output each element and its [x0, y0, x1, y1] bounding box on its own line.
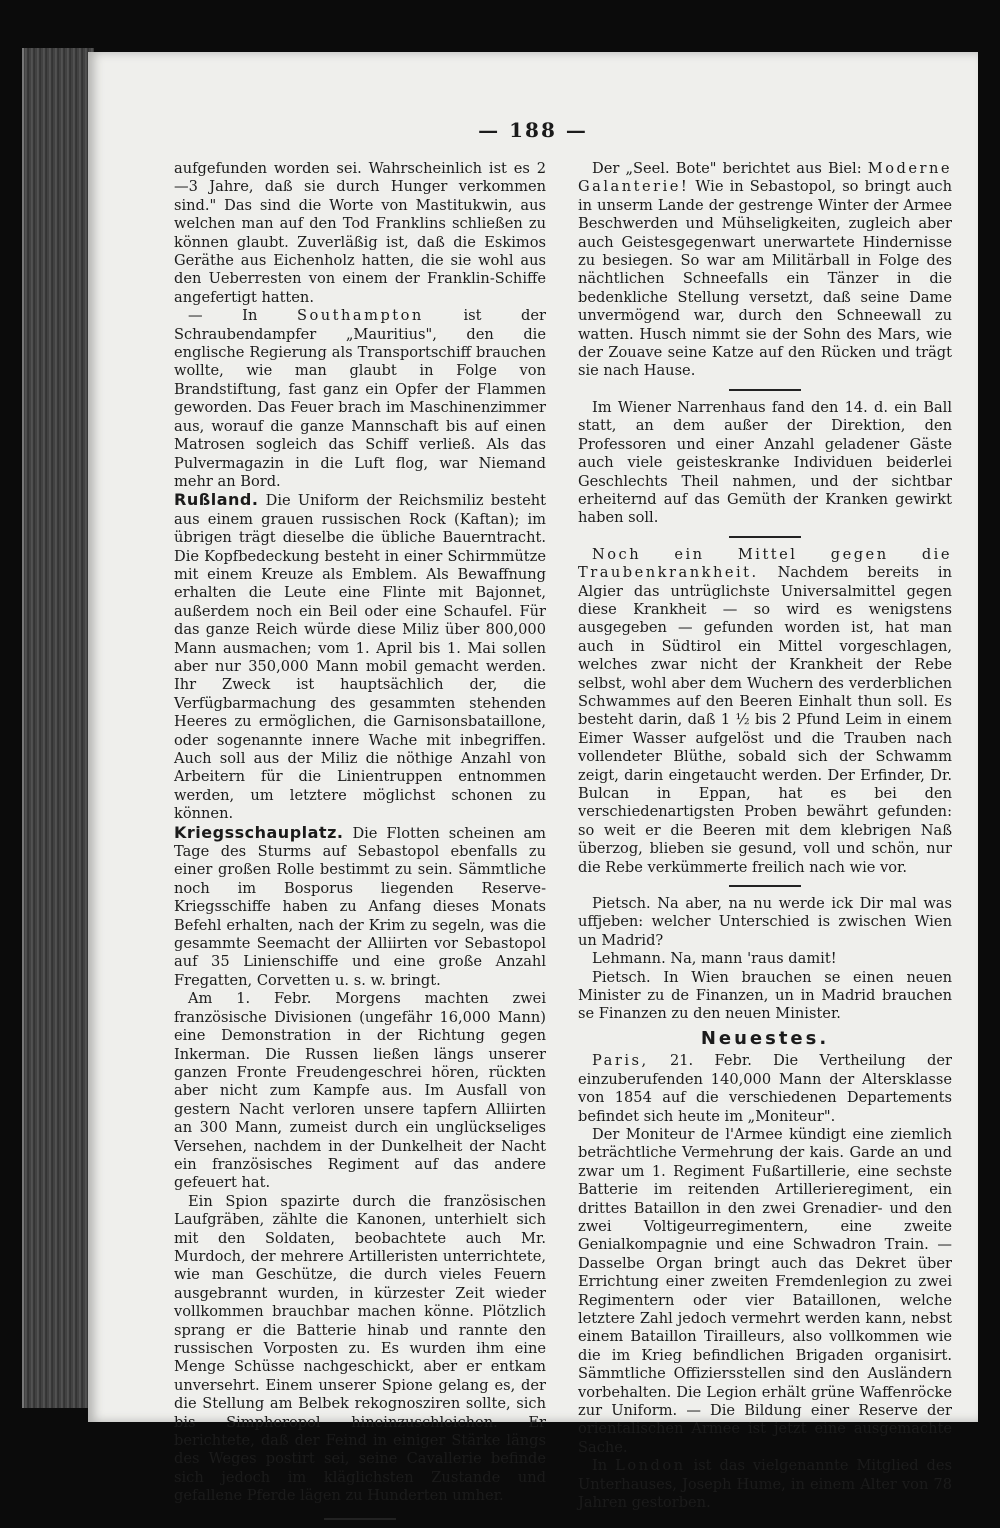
dialog-line: Pietsch. Na aber, na nu werde ick Dir mal was uffjeben: welcher Unterschied is zwischen Wien un Madrid? — [578, 895, 952, 949]
southampton-place: Southampton — [296, 307, 424, 325]
section-rule — [729, 536, 801, 538]
london-paragraph — [578, 1457, 952, 1512]
februar-paragraph: Am 1. Febr. Morgens machten zwei französische Divisionen (ungefähr 16,000 Mann) eine Demonstration in der Richtung gegen Inkerman. Die Russen ließen längs unserer ganzen Fronte Freudengeschrei hören, rückten aber nicht zum Kampfe aus. Im Ausfall von gestern Nacht verloren unsere tapfern Alliirten an 300 Mann, zumeist durch ein unglückseliges Versehen, nachdem in der Dunkelheit der Nacht ein französisches Regiment auf das andere gefeuert hat. — [174, 990, 546, 1192]
section-rule — [729, 885, 801, 887]
traubenkrankheit-lead: Noch ein Mittel gegen die Traubenkrankheit. — [578, 545, 952, 582]
paris-text: 21. Febr. Die Vertheilung der einzuberufenden 140,000 Mann der Altersklasse von 1854 auf die verschiedenen Departements befindet sich heute im „Moniteur". — [578, 1052, 952, 1125]
book-page-edges — [22, 48, 94, 1408]
newspaper-page — [88, 52, 978, 1512]
page-number: — 188 — — [478, 118, 588, 142]
russland-text: Die Uniform der Reichsmiliz besteht aus einem grauen russischen Rock (Kaftan); im übrigen trägt dieselbe die übliche Bauerntracht. Die Kopfbedeckung besteht in einer Schirmmütze mit einem Kreuze als Emblem. Als Bewaffnung erhalten die Leute eine Flinte mit Bajonnet, außerdem noch ein Beil oder eine Schaufel. Für das ganze Reich würde diese Miliz über 800,000 Mann ausmachen; vom 1. April bis 1. Mai sollen aber nur 350,000 Mann mobil gemacht werden. Ihr Zweck ist hauptsächlich der, die Verfügbarmachung des gesammten stehenden Heeres zu ermöglichen, die Garnisonsbataillone, oder sogenannte innere Wache mit inbegriffen. Auch soll aus der Miliz die nöthige Anzahl von Arbeitern für die Linientruppen entnommen werden, um letztere möglichst schonen zu können. — [174, 492, 547, 823]
london-place: London — [615, 1457, 686, 1475]
moniteur-paragraph: Der Moniteur de l'Armee kündigt eine ziemlich beträchtliche Vermehrung der kais. Garde an und zwar um 1. Regiment Fußartillerie, eine sechste Batterie im reitenden Artillerieregiment, ein drittes Bataillon in den zwei Grenadier- und den zwei Voltigeurregimentern, eine zweite Genialkompagnie und eine Schwadron Train. — Dasselbe Organ bringt auch das Dekret über Errichtung einer zweiten Fremdenlegion zu zwei Regimentern oder vier Bataillonen, welche letztere Zahl jedoch vermehrt werden kann, nebst einem Bataillon Tirailleurs, also vollkommen wie die im Krieg befindlichen Brigaden organisirt. Sämmtliche Offiziersstellen sind den Ausländern vorbehalten. Die Legion erhält grüne Waffenröcke zur Uniform. — Die Bildung einer Reserve der orientalischen Armee ist jetzt eine ausgemachte Sache. — [578, 1125, 952, 1456]
left-column — [174, 160, 546, 1528]
dialog-line: Lehmann. Na, mann 'raus damit! — [592, 950, 837, 968]
kriegsschauplatz-text: Die Flotten scheinen am Tage des Sturms auf Sebastopol ebenfalls zu einer großen Rolle bestimmt zu sein. Sämmtliche noch im Bosporus liegenden Reserve-Kriegsschiffe haben zu Anfang dieses Monats Befehl erhalten, nach der Krim zu segeln, was die gesammte Seemacht der Alliirten vor Sebastopol auf 35 Linienschiffe und eine große Anzahl Fregatten, Corvetten u. s. w. bringt. — [174, 824, 547, 989]
franklin-paragraph: aufgefunden worden sei. Wahrscheinlich ist es 2—3 Jahre, daß sie durch Hunger verkommen sind." Das sind die Worte von Mastitukwin, aus welchen man auf den Tod Franklins schließen zu können glaubt. Zuverläßig ist, daß die Eskimos Geräthe aus Eichenholz hatten, die sie wohl aus den Ueberresten von einem der Franklin-Schiffe angefertigt hatten. — [174, 160, 546, 306]
traubenkrankheit-text: Nachdem bereits in Algier das untrüglichste Universalmittel gegen diese Krankheit — so wird es wenigstens ausgegeben — gefunden worden ist, hat man auch in Südtirol ein Mittel vorgeschlagen, welches zwar nicht der Krankheit der Rebe selbst, wohl aber dem Wuchern des verderblichen Schwammes auf den Beeren Einhalt thun soll. Es besteht darin, daß 1 ½ bis 2 Pfund Leim in einem Eimer Wasser aufgelöst und die Trauben nach vollendeter Blüthe, sobald sich der Schwamm zeigt, darin eingetaucht werden. Der Erfinder, Dr. Bulcan in Eppan, hat es bei den verschiedenartigsten Proben bewährt gefunden: so weit er die Beeren mit dem klebrigen Naß überzog, blieben sie gesund, voll und schön, nur die Rebe verkümmerte freilich nach wie vor. — [578, 564, 952, 876]
seelbote-paragraph — [578, 160, 952, 381]
kriegsschauplatz-heading: Kriegsschauplatz. — [174, 822, 344, 842]
london-lead: In — [592, 1457, 608, 1475]
southampton-text: ist der Schraubendampfer „Mauritius", den die englische Regierung als Transportschiff brauchen wollte, wie man glaubt in Folge von Brandstiftung, fast ganz ein Opfer der Flammen geworden. Das Feuer brach im Maschinenzimmer aus, worauf die ganze Mannschaft bis auf einen Matrosen sogleich das Schiff verließ. Als das Pulvermagazin in die Luft flog, war Niemand mehr an Bord. — [174, 307, 547, 490]
southampton-dash: — In — [188, 307, 258, 325]
kriegsschauplatz-paragraph — [174, 824, 546, 991]
seelbote-title: Moderne Galanterie! — [578, 160, 952, 196]
russland-heading: Rußland. — [174, 490, 259, 510]
section-rule — [729, 389, 801, 391]
dialog-line: Pietsch. In Wien brauchen se einen neuen Minister zu de Finanzen, un in Madrid brauchen se Finanzen zu den neuen Minister. — [578, 968, 952, 1023]
spion-paragraph: Ein Spion spazirte durch die französischen Laufgräben, zählte die Kanonen, unterhielt sich mit den Soldaten, beobachtete auch Mr. Murdoch, der mehrere Artilleristen unterrichtete, wie man Geschütze, die durch vieles Feuern ausgebrannt wurden, in kürzester Zeit wieder vollkommen brauchbar machen könne. Plötzlich sprang er die Batterie hinab und rannte den russischen Vorposten zu. Es wurden ihm eine Menge Schüsse nachgeschickt, aber er entkam unversehrt. Einem unserer Spione gelang es, der die Stellung am Belbek rekognosziren sollte, sich bis Simpheropol hineinzuschleichen. Er berichtete, daß der Feind in einiger Stärke längs des Weges postirt sei, seine Cavallerie befinde sich jedoch im kläglichsten Zustande und gefallene Pferde lägen zu Hunderten umher. — [174, 1192, 546, 1505]
london-text: ist das vielgenannte Mitglied des Unterhauses, Joseph Hume, in einem Alter von 78 Jahren gestorben. — [578, 1457, 953, 1512]
neuestes-heading: Neuestes. — [700, 1027, 830, 1049]
column-end-rule — [324, 1518, 396, 1520]
seelbote-lead: Der „Seel. Bote" berichtet aus Biel: — [592, 160, 862, 177]
seelbote-text: Wie in Sebastopol, so bringt auch in unserm Lande der gestrenge Winter der Armee Beschwerden und Mühseligkeiten, zugleich aber auch Geistesgegenwart unerwartete Hindernisse zu besiegen. So war am Militärball in Folge des nächtlichen Schneefalls ein Tänzer in die bedenkliche Stellung versetzt, daß seine Dame unvermögend war, durch den Schneewall zu watten. Husch nimmt sie der Sohn des Mars, wie der Zouave seine Katze auf den Rücken und trägt sie nach Hause. — [578, 178, 952, 380]
right-column — [578, 160, 952, 1512]
traubenkrankheit-paragraph — [578, 546, 952, 877]
paris-place: Paris, — [592, 1052, 649, 1070]
southampton-paragraph — [174, 307, 546, 491]
paris-paragraph — [578, 1052, 952, 1126]
russland-paragraph — [174, 491, 546, 823]
narrenhaus-paragraph: Im Wiener Narrenhaus fand den 14. d. ein Ball statt, an dem außer der Direktion, den Professoren und einer Anzahl geladener Gäste auch viele geisteskranke Individuen beiderlei Geschlechts Theil nahmen, und der sichtbar erheiternd auf das Gemüth der Kranken gewirkt haben soll. — [578, 398, 952, 527]
